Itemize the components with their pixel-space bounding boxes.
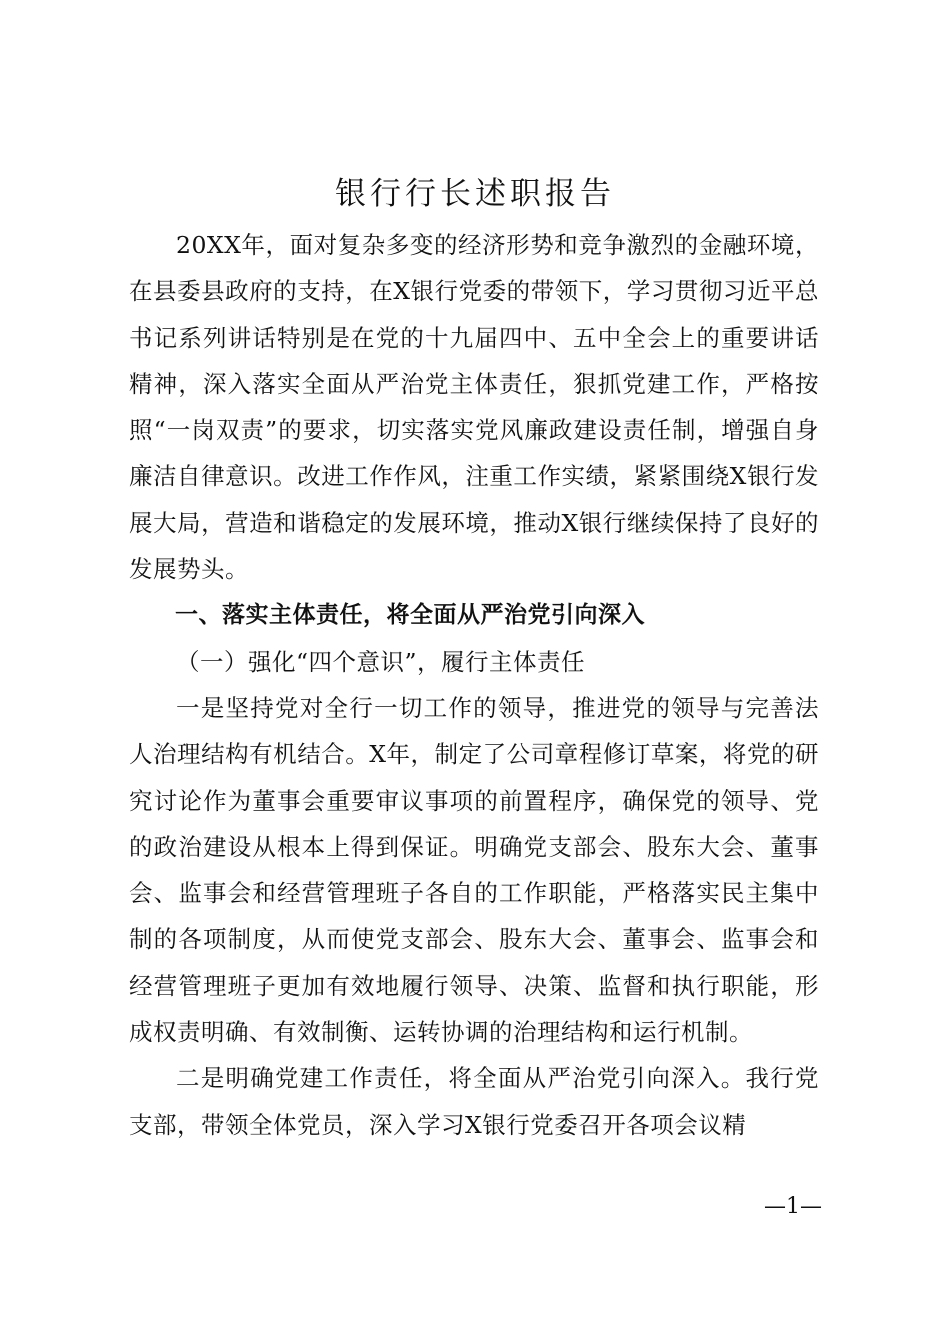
body-paragraph-1: 一是坚持党对全行一切工作的领导，推进党的领导与完善法人治理结构有机结合。X年，制定了公司章程修订草案，将党的研究讨论作为董事会重要审议事项的前置程序，确保党的领导、党的政治建设从根本上得到保证。明确党支部会、股东大会、董事会、监事会和经营管理班子各自的工作职能，严格落实民主集中制的各项制度，从而使党支部会、股东大会、董事会、监事会和经营管理班子更加有效地履行领导、决策、监督和执行职能，形成权责明确、有效制衡、运转协调的治理结构和运行机制。 — [129, 693, 819, 1047]
page-number: —1— — [764, 1194, 822, 1219]
intro-paragraph: 20XX年，面对复杂多变的经济形势和竞争激烈的金融环境，在县委县政府的支持，在X银行党委的带领下，学习贯彻习近平总书记系列讲话特别是在党的十九届四中、五中全会上的重要讲话精神，深入落实全面从严治党主体责任，狠抓党建工作，严格按照“一岗双责”的要求，切实落实党风廉政建设责任制，增强自身廉洁自律意识。改进工作作风，注重工作实绩，紧紧围绕X银行发展大局，营造和谐稳定的发展环境，推动X银行继续保持了良好的发展势头。 — [129, 231, 819, 584]
document-body — [129, 222, 819, 1148]
body-paragraph-2: 二是明确党建工作责任，将全面从严治党引向深入。我行党支部，带领全体党员，深入学习X银行党委召开各项会议精 — [129, 1064, 819, 1139]
subsection-heading-1: （一）强化“四个意识”，履行主体责任 — [176, 647, 586, 676]
document-title: 银行行长述职报告 — [335, 176, 615, 212]
section-heading-1: 一、落实主体责任，将全面从严治党引向深入 — [175, 602, 645, 629]
